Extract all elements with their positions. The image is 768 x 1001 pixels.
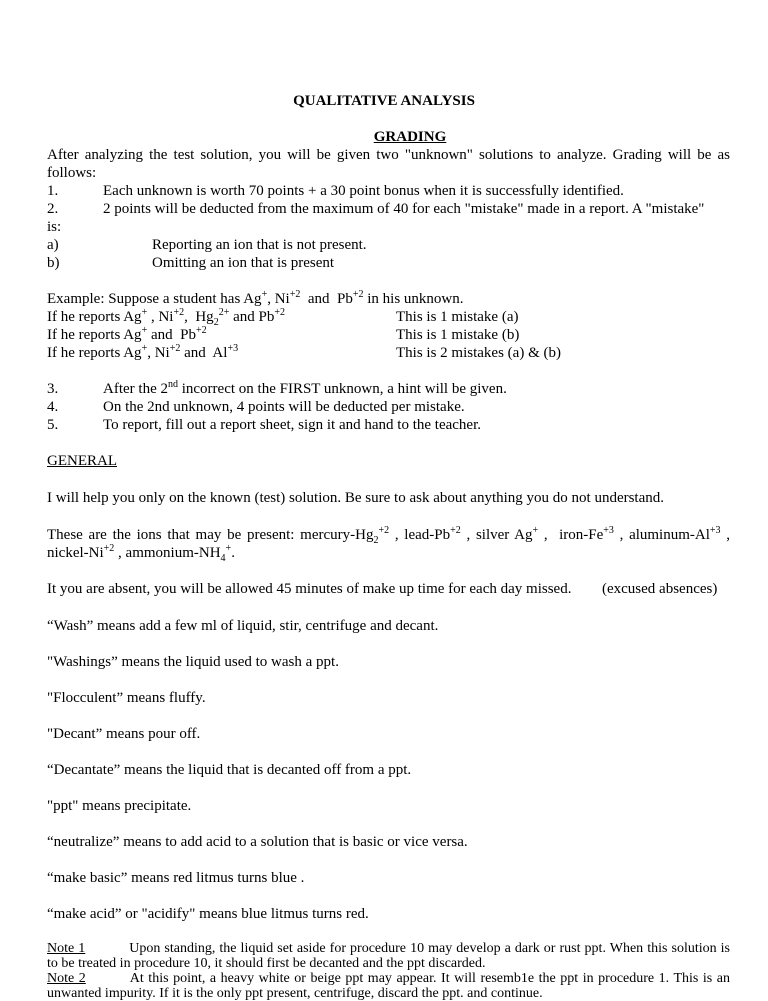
rule-1: 1. Each unknown is worth 70 points + a 30 point bonus when it is successfully identified.	[47, 183, 624, 199]
definition-wash: “Wash” means add a few ml of liquid, stir, centrifuge and decant.	[47, 618, 439, 634]
definition-make-basic: “make basic” means red litmus turns blue .	[47, 870, 305, 886]
example-report-2: If he reports Ag+ and $Pb^{+2}$	[47, 325, 207, 343]
general-heading: GENERAL	[47, 453, 117, 469]
absent-text: It you are absent, you will be allowed 45 minutes of make up time for each day missed.	[47, 581, 572, 597]
rule-5: 5. To report, fill out a report sheet, sign it and hand to the teacher.	[47, 417, 482, 433]
page-title: QUALITATIVE ANALYSIS	[293, 93, 475, 109]
definition-neutralize: “neutralize” means to add acid to a solution that is basic or vice versa.	[47, 834, 468, 850]
rule-4: 4. On the 2nd unknown, 4 points will be deducted per mistake.	[47, 399, 465, 415]
definition-washings: "Washings” means the liquid used to wash a ppt.	[47, 654, 339, 670]
example-intro: Example: Suppose a student has Ag+, $Ni^{+2}$ and $Pb^{+2}$ in his unknown.	[47, 289, 464, 307]
example-report-3: If he reports Ag+, $Ni^{+2}$ and $Al^{+3}$	[47, 343, 239, 361]
ions-paragraph: These are the ions that may be present: mercury-$Hg_2^{+2}$ , lead-$Pb^{+2}$ , silver Ag+ , iron-$Fe^{+3}$ , aluminum-$Al^{+3}$ , nickel-$Ni^{+2}$ , ammonium-$NH_4^+$.	[47, 525, 730, 564]
note-2: Note 2 At this point, a heavy white or beige ppt may appear. It will resemb1e the ppt in procedure 1. This is an unwanted impurity. If it is the only ppt present, centrifuge, discard the ppt. and continue.	[47, 971, 731, 1001]
intro-paragraph: After analyzing the test solution, you will be given two "unknown" solutions to analyze. Grading will be as follows:	[47, 147, 730, 181]
definition-decant: "Decant” means pour off.	[47, 726, 201, 742]
rule-2-cont: is:	[47, 219, 62, 235]
example-result-3: This is 2 mistakes (a) & (b)	[396, 345, 561, 361]
item-a: a) Reporting an ion that is not present.	[47, 237, 367, 253]
general-help: I will help you only on the known (test) solution. Be sure to ask about anything you do not understand.	[47, 490, 665, 506]
definition-make-acid: “make acid” or "acidify" means blue litmus turns red.	[47, 906, 369, 922]
grading-heading: GRADING	[373, 129, 447, 145]
item-b: b) Omitting an ion that is present	[47, 255, 335, 271]
example-result-2: This is 1 mistake (b)	[396, 327, 520, 343]
definition-flocculent: "Flocculent” means fluffy.	[47, 690, 206, 706]
definition-decantate: “Decantate” means the liquid that is decanted off from a ppt.	[47, 762, 412, 778]
example-result-1: This is 1 mistake (a)	[396, 309, 519, 325]
definition-ppt: "ppt" means precipitate.	[47, 798, 192, 814]
absent-note: (excused absences)	[602, 581, 718, 597]
example-report-1: If he reports Ag+ , $Ni^{+2}$, $Hg_2^{2+}$ and $Pb^{+2}$	[47, 307, 285, 328]
rule-3: 3. After the 2nd incorrect on the FIRST unknown, a hint will be given.	[47, 379, 507, 397]
rule-2: 2. 2 points will be deducted from the maximum of 40 for each "mistake" made in a report. A "mistake"	[47, 201, 705, 217]
note-1: Note 1 Upon standing, the liquid set aside for procedure 10 may develop a dark or rust ppt. When this solution is to be treated in procedure 10, it should first be decanted and the ppt discarded.	[47, 941, 730, 971]
